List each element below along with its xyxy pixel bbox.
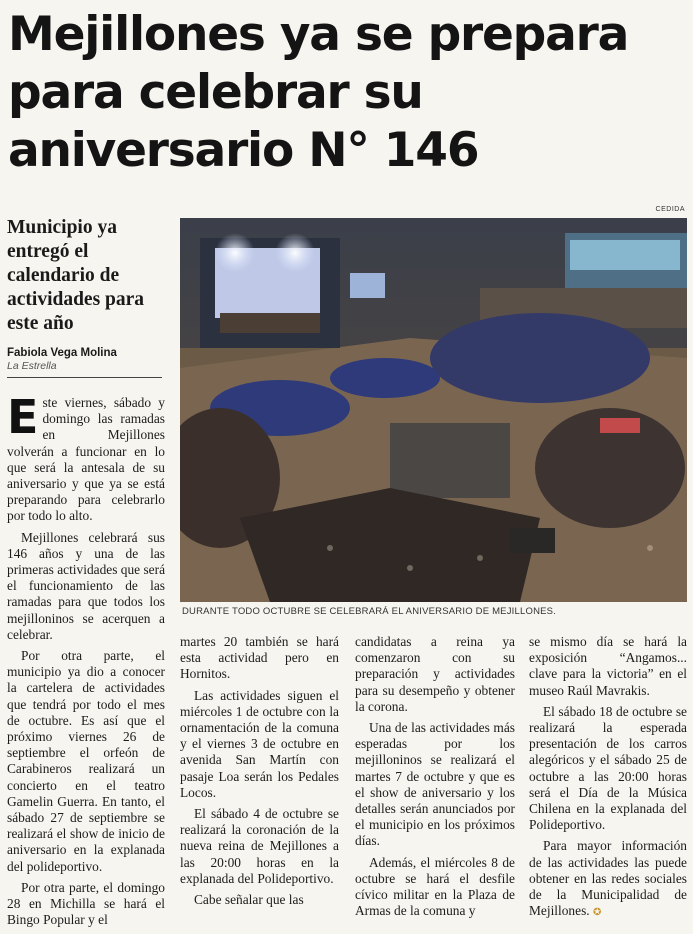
article-paragraph: Las actividades siguen el miércoles 1 de octubre con la ornamentación de la comuna y el viernes 3 de octubre en avenida San Martín con pasaje Loa serán los Pedales Locos. <box>180 687 339 800</box>
article-paragraph-text: Para mayor información de las actividades las puede obtener en las redes sociales de la Municipalidad de Mejillones. <box>529 838 687 919</box>
end-mark-icon: ✪ <box>592 907 602 919</box>
article-paragraph: Mejillones celebrará sus 146 años y una de las primeras actividades que será el funcionamiento de las ramadas para que todos los mejilloninos se acerquen a celebrar. <box>7 529 166 642</box>
news-photo <box>180 218 687 602</box>
article-column-4 <box>529 634 687 926</box>
article-paragraph: Por otra parte, el municipio ya dio a conocer la cartelera de actividades que tendrá por todo el mes de octubre. Es así que el próximo viernes 26 de septiembre el orfeón de Carabineros realizará un concierto en el teatro Gamelin Guerra. En tanto, el sábado 27 de septiembre se realizará el show de inicio de aniversario en la explanada del polideportivo. <box>7 648 165 874</box>
article-paragraph: El sábado 4 de octubre se realizará la coronación de la nueva reina de Mejillones a las 20:00 horas en la explanada del Polideportivo. <box>180 806 339 886</box>
article-paragraph: martes 20 también se hará esta actividad pero en Hornitos. <box>180 634 339 682</box>
article-paragraph <box>7 390 165 525</box>
photo-caption: DURANTE TODO OCTUBRE SE CELEBRARÁ EL ANIVERSARIO DE MEJILLONES. <box>182 606 557 617</box>
deck-subtitle: Municipio ya entregó el calendario de actividades para este año <box>7 217 145 334</box>
article-paragraph: Por otra parte, el domingo 28 en Michilla se hará el Bingo Popular y el <box>7 879 165 928</box>
article-paragraph: Además, el miércoles 8 de octubre se hará el desfile cívico militar en la Plaza de Armas de la comuna y <box>355 854 515 919</box>
photo-credit: CEDIDA <box>655 206 685 213</box>
article-column-3 <box>355 634 515 924</box>
article-paragraph <box>529 838 687 921</box>
byline-author: Fabiola Vega Molina <box>7 347 117 359</box>
article-paragraph: El sábado 18 de octubre se realizará la esperada presentación de los carros alegóricos y el sábado 25 de octubre a las 20:00 horas será el Día de la Música Chilena en la explanada del Polideportivo. <box>529 703 687 833</box>
article-paragraph: candidatas a reina ya comenzaron con su preparación y actividades para su desempeño y obtener la corona. <box>355 634 515 714</box>
byline-divider <box>7 377 162 378</box>
dropcap: E <box>7 390 39 444</box>
headline: Mejillones ya se prepara para celebrar su aniversario N° 146 <box>8 7 629 178</box>
article-paragraph: se mismo día se hará la exposición “Angamos... clave para la victoria” en el museo Raúl Mavrakis. <box>529 634 687 698</box>
article-paragraph: Cabe señalar que las <box>194 892 304 908</box>
byline-outlet: La Estrella <box>7 360 57 372</box>
article-paragraph-text: ste viernes, sábado y domingo las ramadas en Mejillones volverán a funcionar en lo que será la antesala de su aniversario y que ya se está preparando para celebrarlo por todo lo alto. <box>7 395 165 524</box>
article-column-2 <box>180 634 339 913</box>
article-column-1 <box>7 390 166 934</box>
article-paragraph: Una de las actividades más esperadas por los mejilloninos se realizará el martes 7 de octubre y que es el show de aniversario y los detalles serán anunciados por el municipio en los próximos días. <box>355 720 515 849</box>
byline <box>7 346 165 373</box>
